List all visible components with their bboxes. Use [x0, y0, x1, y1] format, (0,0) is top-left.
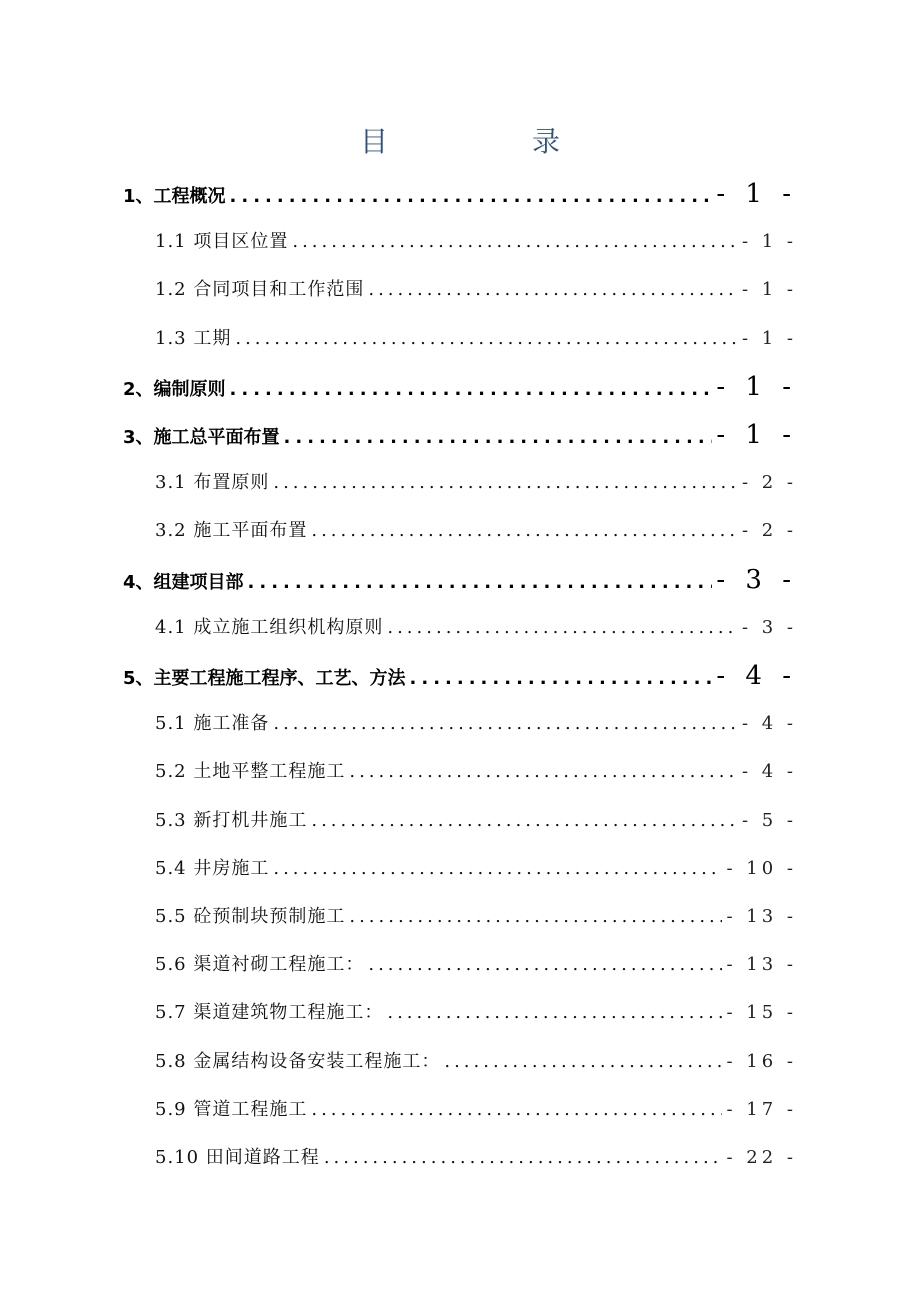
- toc-dot-leader: [230, 366, 713, 411]
- toc-entry-section[interactable]: [155, 941, 797, 989]
- toc-entry-label: 2、编制原则: [123, 378, 226, 400]
- toc-entry-section[interactable]: [155, 893, 797, 941]
- toc-entry-page-number: - 2 -: [741, 520, 797, 542]
- toc-entry-page-number: - 2 -: [741, 472, 797, 494]
- toc-entry-page-number: - 13 -: [726, 906, 797, 927]
- toc-entry-label: 1.1 项目区位置: [155, 231, 289, 253]
- toc-entry-section[interactable]: [155, 315, 797, 363]
- toc-entry-chapter[interactable]: [123, 556, 797, 604]
- toc-dot-leader: [387, 989, 722, 1037]
- toc-entry-page-number: - 1 -: [741, 231, 797, 253]
- toc-entry-page-number: - 1 -: [741, 327, 797, 349]
- toc-entry-page-number: - 1 -: [741, 279, 797, 301]
- toc-entry-page-number: - 15 -: [726, 1002, 797, 1024]
- toc-entry-section[interactable]: [155, 1038, 797, 1086]
- toc-entry-label: 1.3 工期: [155, 327, 232, 349]
- toc-dot-leader: [349, 748, 738, 796]
- toc-entry-label: 5.9 管道工程施工: [155, 1098, 308, 1120]
- toc-entry-page-number: - 4 -: [716, 661, 797, 691]
- toc-dot-leader: [368, 941, 722, 989]
- toc-dot-leader: [273, 700, 738, 748]
- toc-entry-page-number: - 1 -: [716, 420, 797, 450]
- toc-title: 目 录: [359, 125, 618, 158]
- toc-entry-label: 4、组建项目部: [123, 571, 244, 593]
- toc-dot-leader: [410, 655, 713, 700]
- toc-entry-label: 3.1 布置原则: [155, 472, 270, 494]
- toc-entry-label: 5.4 井房施工: [155, 857, 270, 879]
- toc-entry-section[interactable]: [155, 748, 797, 796]
- toc-entry-label: 4.1 成立施工组织机构原则: [155, 616, 384, 638]
- toc-dot-leader: [311, 507, 738, 555]
- toc-entry-section[interactable]: [155, 845, 797, 893]
- toc-entry-chapter[interactable]: [123, 363, 797, 411]
- toc-entry-label: 5.5 砼预制块预制施工: [155, 906, 346, 927]
- toc-entry-page-number: - 10 -: [726, 857, 797, 879]
- toc-entry-page-number: - 4 -: [741, 713, 797, 735]
- toc-entry-page-number: - 4 -: [741, 761, 797, 783]
- toc-entry-label: 1.2 合同项目和工作范围: [155, 279, 365, 301]
- toc-entry-section[interactable]: [155, 459, 797, 507]
- toc-entry-label: 5.3 新打机井施工: [155, 809, 308, 831]
- toc-dot-leader: [387, 604, 738, 652]
- toc-entry-page-number: - 3 -: [716, 564, 797, 595]
- toc-entry-section[interactable]: [155, 218, 797, 266]
- toc-dot-leader: [273, 845, 722, 893]
- toc-entry-label: 1、工程概况: [123, 186, 226, 207]
- toc-entry-chapter[interactable]: [123, 411, 797, 459]
- toc-entry-section[interactable]: [155, 797, 797, 845]
- toc-dot-leader: [235, 315, 738, 363]
- toc-dot-leader: [311, 1086, 722, 1134]
- toc-entry-page-number: - 22 -: [726, 1147, 797, 1168]
- toc-entry-label: 5、主要工程施工程序、工艺、方法: [123, 668, 406, 689]
- toc-dot-leader: [311, 797, 738, 845]
- toc-dot-leader: [230, 173, 713, 218]
- toc-entry-page-number: - 5 -: [741, 809, 797, 831]
- toc-entry-label: 5.1 施工准备: [155, 713, 270, 735]
- toc-entry-section[interactable]: [155, 989, 797, 1037]
- toc-entry-page-number: - 1 -: [716, 371, 797, 402]
- toc-entry-section[interactable]: [155, 507, 797, 555]
- toc-dot-leader: [444, 1038, 722, 1086]
- toc-entry-label: 5.7 渠道建筑物工程施工：: [155, 1002, 384, 1024]
- toc-entry-page-number: - 16 -: [726, 1050, 797, 1072]
- toc-entry-chapter[interactable]: [123, 652, 797, 700]
- toc-entry-label: 3、施工总平面布置: [123, 427, 280, 448]
- toc-dot-leader: [349, 893, 722, 941]
- toc-entry-page-number: - 17 -: [726, 1098, 797, 1120]
- toc-entry-label: 5.8 金属结构设备安装工程施工：: [155, 1050, 441, 1072]
- toc-dot-leader: [248, 559, 713, 604]
- toc-entry-label: 5.10 田间道路工程: [155, 1147, 320, 1168]
- toc-entry-page-number: - 3 -: [741, 616, 797, 638]
- toc-dot-leader: [284, 414, 713, 459]
- toc-dot-leader: [292, 218, 738, 266]
- toc-entry-section[interactable]: [155, 266, 797, 314]
- toc-entry-section[interactable]: [155, 700, 797, 748]
- toc-entry-page-number: - 13 -: [726, 954, 797, 976]
- toc-entry-label: 5.6 渠道衬砌工程施工：: [155, 954, 365, 976]
- toc-dot-leader: [324, 1134, 723, 1182]
- toc-entry-label: 5.2 土地平整工程施工: [155, 761, 346, 783]
- toc-entry-section[interactable]: [155, 1086, 797, 1134]
- toc-dot-leader: [273, 459, 738, 507]
- toc-entry-section[interactable]: [155, 1134, 797, 1182]
- toc-entry-page-number: - 1 -: [716, 179, 797, 209]
- toc-entry-chapter[interactable]: [123, 170, 797, 218]
- toc-entry-section[interactable]: [155, 604, 797, 652]
- toc-entry-label: 3.2 施工平面布置: [155, 520, 308, 542]
- toc-dot-leader: [368, 266, 738, 314]
